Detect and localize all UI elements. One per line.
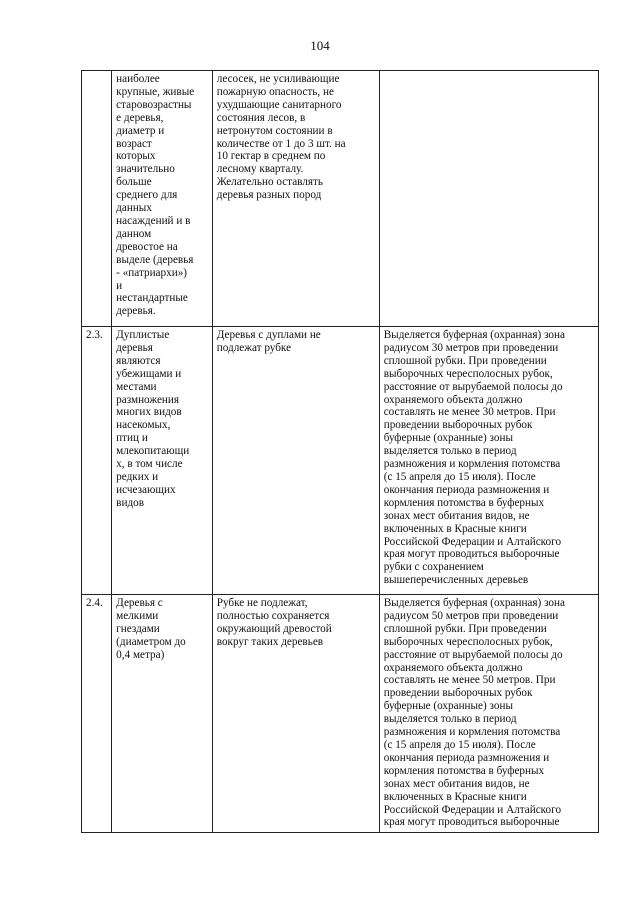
buffer-zone-cell [379,595,598,833]
table-row [82,71,599,327]
page-number: 104 [310,38,330,53]
cutting-rule-text: Деревья с дуплами не подлежат рубке [216,329,321,354]
cutting-rule-cell [212,595,379,833]
protected-object-text: наиболее крупные, живые старовозрастны е деревья, диаметр и возраст которых значительно больше среднего для данных насаждений и в данном древостое на выделе (деревья - «патриархи») и нестандартные деревья. [116,73,195,318]
row-number: 2.4. [82,595,112,833]
protected-object-cell [112,71,213,327]
protected-object-cell [112,327,213,595]
row-number [82,71,112,327]
buffer-zone-cell [379,71,598,327]
cutting-rule-text: Рубке не подлежат, полностью сохраняется окружающий древостой вокруг таких деревьев [216,597,332,648]
table-row [82,595,599,833]
buffer-zone-text: Выделяется буферная (охранная) зона радиусом 30 метров при проведении сплошной рубки. При проведении выборочных чересполосных рубок, расстояние от вырубаемой полосы до охраняемого объекта должно составлять не менее 30 метров. При проведении выборочных рубок буферные (охранные) зоны выделяется только в период размножения и кормления потомства (с 15 апреля до 15 июля). После окончания периода размножения и кормления потомства в буферных зонах мест обитания видов, не включенных в Красные книги Российской Федерации и Алтайского края могут проводиться выборочные рубки с сохранением вышеперечисленных деревьев [383,329,565,587]
cutting-rule-text: лесосек, не усиливающие пожарную опасность, не ухудшающие санитарного состояния лесов, в нетронутом состоянии в количестве от 1 до 3 шт. на 10 гектар в среднем по лесному кварталу. Желательно оставлять деревья разных пород [216,73,346,202]
buffer-zone-cell [379,327,598,595]
cutting-rule-cell [212,71,379,327]
protected-object-cell [112,595,213,833]
protected-object-text: Деревья с мелкими гнездами (диаметром до 0,4 метра) [116,597,186,661]
cutting-rule-cell [212,327,379,595]
table-row [82,327,599,595]
buffer-zone-text: Выделяется буферная (охранная) зона радиусом 50 метров при проведении сплошной рубки. При проведении выборочных чересполосных рубок, расстояние от вырубаемой полосы до охраняемого объекта должно составлять не менее 50 метров. При проведении выборочных рубок буферные (охранные) зоны выделяется только в период размножения и кормления потомства (с 15 апреля до 15 июля). После окончания периода размножения и кормления потомства в буферных зонах мест обитания видов, не включенных в Красные книги Российской Федерации и Алтайского края могут проводиться выборочные [383,597,565,829]
protected-object-text: Дуплистые деревья являются убежищами и местами размножения многих видов насекомых, птиц и млекопитающи х, в том числе редких и исчезающих видов [116,329,190,509]
row-number: 2.3. [82,327,112,595]
regulation-table [81,70,599,833]
